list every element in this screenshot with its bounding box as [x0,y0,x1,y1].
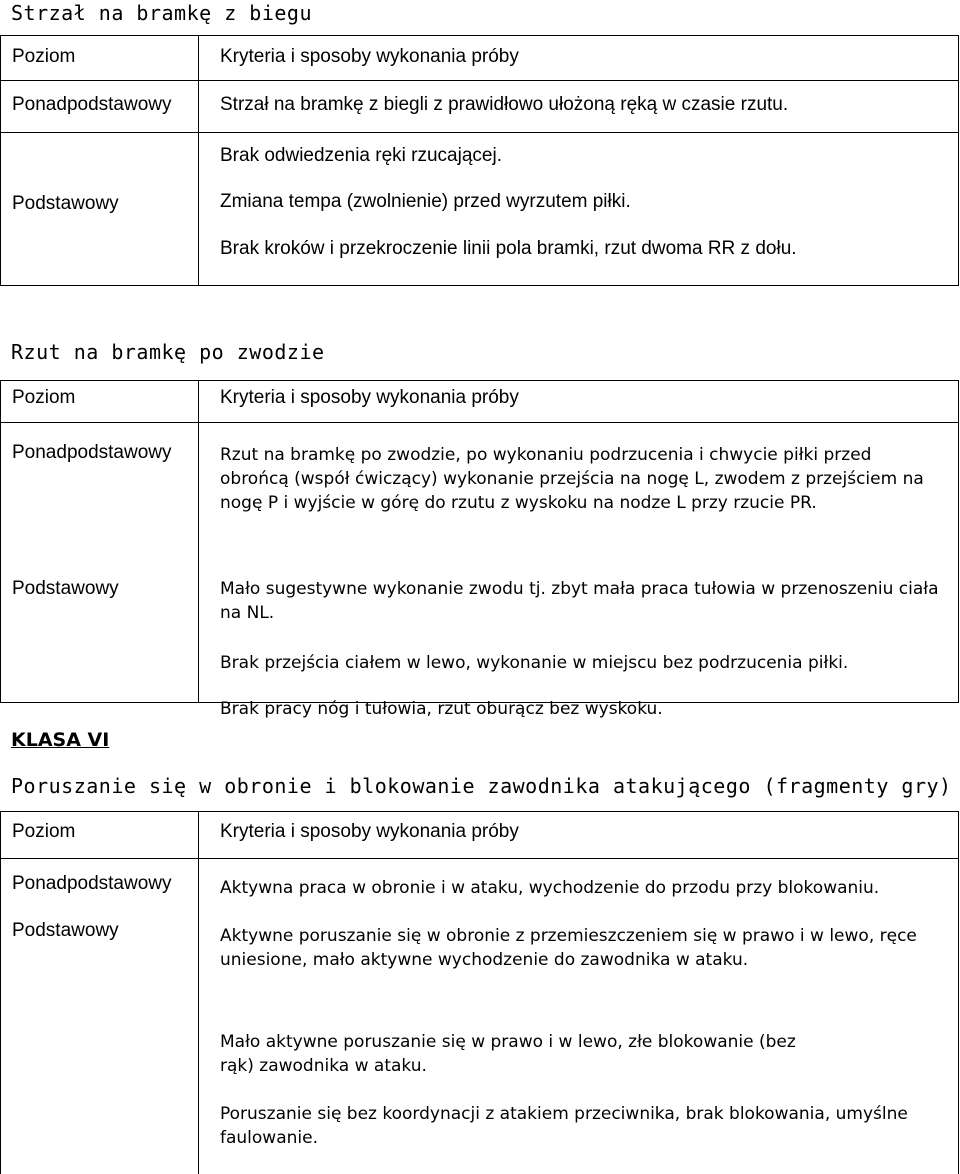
header-level [0,36,199,80]
header-criteria [199,36,959,80]
table-row [0,423,959,719]
level-label: Podstawowy [12,920,119,941]
header-level-label: Poziom [12,387,76,408]
criteria-cell [199,81,959,132]
header-criteria [199,381,959,422]
header-level [0,381,199,422]
criteria-text: Poruszanie się bez koordynacji z atakiem przeciwnika, brak blokowania, umyślne faulowanie. [220,1104,908,1148]
header-criteria-label: Kryteria i sposoby wykonania próby [220,46,519,67]
level-cell [0,423,199,702]
level-label: Podstawowy [12,578,119,599]
level-label: Ponadpodstawowy [12,94,172,115]
criteria-text: Rzut na bramkę po zwodzie, po wykonaniu podrzucenia i chwycie piłki przed obrońcą (współ ćwiczący) wykonanie przejścia na nogę L, zwodem z przejściem na nogę P i wyjście w górę do rzutu z wyskoku na nodze L przy rzucie PR. [220,445,924,513]
criteria-text: Mało aktywne poruszanie się w prawo i w lewo, złe blokowanie (bez rąk) zawodnika w ataku. [220,1032,796,1076]
header-level [0,812,199,858]
criteria-cell [199,133,959,285]
criteria-text: Aktywna praca w obronie i w ataku, wychodzenie do przodu przy blokowaniu. [220,878,880,898]
criteria-table [0,380,959,719]
criteria-cell [199,423,959,719]
table-header-row [0,36,959,81]
header-criteria-label: Kryteria i sposoby wykonania próby [220,821,519,842]
level-label: Ponadpodstawowy [12,442,172,463]
criteria-text: Brak odwiedzenia ręki rzucającej. [220,145,502,166]
criteria-cell [199,859,959,1174]
class-heading: KLASA VI [11,729,110,751]
criteria-table [0,35,959,286]
criteria-text: Aktywne poruszanie się w obronie z przemieszczeniem się w prawo i w lewo, ręce uniesione, mało aktywne wychodzenie do zawodnika w ataku. [220,926,917,970]
criteria-text: Zmiana tempa (zwolnienie) przed wyrzutem piłki. [220,191,631,212]
section-title: Rzut na bramkę po zwodzie [11,340,325,364]
level-cell [0,859,199,1174]
header-criteria [199,812,959,858]
criteria-table [0,811,959,1174]
criteria-text: Brak przejścia ciałem w lewo, wykonanie w miejscu bez podrzucenia piłki. [220,653,849,673]
table-row [0,81,959,133]
table-row [0,859,959,1174]
header-criteria-label: Kryteria i sposoby wykonania próby [220,387,519,408]
criteria-text: Mało sugestywne wykonanie zwodu tj. zbyt mała praca tułowia w przenoszeniu ciała na NL. [220,579,939,623]
table-row [0,133,959,286]
header-level-label: Poziom [12,821,76,842]
table-header-row [0,381,959,423]
level-label: Podstawowy [12,193,119,214]
criteria-text: Strzał na bramkę z biegli z prawidłowo ułożoną ręką w czasie rzutu. [220,94,789,115]
criteria-text: Brak kroków i przekroczenie linii pola bramki, rzut dwoma RR z dołu. [220,238,797,259]
header-level-label: Poziom [12,46,76,67]
section-title: Strzał na bramkę z biegu [11,1,312,25]
level-label: Ponadpodstawowy [12,873,172,894]
level-cell [0,133,199,285]
section-title: Poruszanie się w obronie i blokowanie zawodnika atakującego (fragmenty gry) [11,774,952,798]
criteria-text: Brak pracy nóg i tułowia, rzut oburącz bez wyskoku. [220,699,663,719]
level-cell [0,81,199,132]
table-header-row [0,812,959,859]
